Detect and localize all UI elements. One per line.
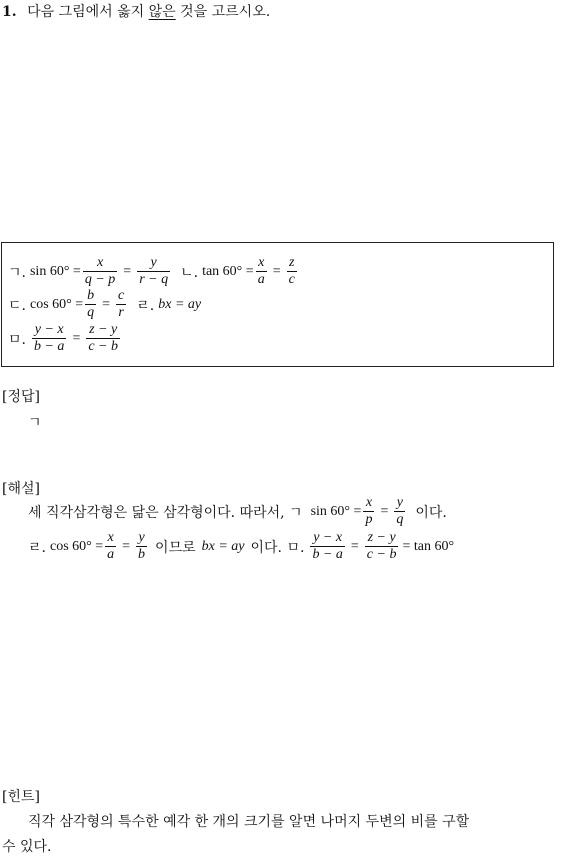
hint-line-1: 직각 삼각형의 특수한 예각 한 개의 크기를 알면 나머지 두변의 비를 구할	[28, 814, 470, 830]
fraction-y-minus-x-over-b-minus-a: $\frac{y - x}{b - a}$	[33, 322, 65, 354]
explanation-fraction-z-minus-y-over-c-minus-b: $\frac{z - y}{c - b}$	[366, 530, 397, 562]
choice-label-giyeok: ㄱ.	[8, 264, 26, 281]
explanation-fraction-y-over-b: $\frac{y}{b}$	[138, 530, 146, 562]
explanation-fraction-y-minus-x-over-b-minus-a: $\frac{y - x}{b - a}$	[312, 530, 343, 562]
question-text-after: 것을 고르시오.	[180, 4, 271, 20]
explanation-line-2: ㄹ. cos 60° = $\frac{x}{a}$ = $\frac{y}{b}$ 이므로 bx = ay 이다. ㅁ. $\frac{y - x}{b - a}$ = $\frac{z - y}{c - b}$ = tan 60°	[28, 530, 455, 562]
bx-equals-ay: bx = ay	[158, 296, 202, 312]
answer-value: ㄱ	[28, 415, 42, 431]
hint-header: [힌트]	[2, 789, 40, 805]
explanation-header: [해설]	[2, 481, 40, 497]
explanation-bx-equals-ay: bx = ay	[201, 538, 245, 554]
tan60-text: tan 60° =	[202, 263, 254, 279]
explanation-line1-text: 세 직각삼각형은 닮은 삼각형이다. 따라서, ㄱ	[28, 504, 303, 521]
explanation-fraction-x-over-p: $\frac{x}{p}$	[365, 495, 373, 527]
question-text-before: 다음 그림에서 옳지	[27, 4, 145, 20]
choice-label-nieun: ㄴ.	[180, 264, 199, 281]
choices-box	[1, 242, 554, 367]
explanation-line2-mid: 이므로	[155, 539, 196, 556]
explanation-sin60: sin 60° =	[310, 503, 362, 519]
fraction-z-over-c: $\frac{z}{c}$	[288, 255, 295, 287]
explanation-cos60: cos 60° =	[49, 538, 104, 554]
fraction-b-over-q: $\frac{b}{q}$	[87, 288, 95, 320]
choice-row-2: ㄷ. cos 60° = $\frac{b}{q}$ = $\frac{c}{r}$ ㄹ. bx = ay	[8, 288, 202, 320]
explanation-line1-tail: 이다.	[415, 504, 447, 521]
hint-line-2: 수 있다.	[2, 839, 52, 855]
choice-label-rieul: ㄹ.	[136, 297, 155, 314]
explanation-fraction-y-over-q: $\frac{y}{q}$	[396, 495, 404, 527]
question-underlined: 않은	[148, 4, 176, 20]
choice-label-mieum: ㅁ.	[8, 331, 26, 348]
explanation-label-rieul: ㄹ.	[28, 539, 46, 556]
explanation-tan60-end: = tan 60°	[402, 538, 455, 554]
fraction-x-over-q-minus-p: $\frac{x}{q - p}$	[84, 255, 116, 287]
question-number: 1.	[2, 4, 17, 20]
choice-row-3: ㅁ. $\frac{y - x}{b - a}$ = $\frac{z - y}{c - b}$	[8, 322, 119, 354]
explanation-line-1: 세 직각삼각형은 닮은 삼각형이다. 따라서, ㄱ sin 60° = $\frac{x}{p}$ = $\frac{y}{q}$ 이다.	[28, 495, 447, 527]
sin60-text: sin 60° =	[29, 263, 81, 279]
choice-label-digeut: ㄷ.	[8, 297, 26, 314]
fraction-x-over-a: $\frac{x}{a}$	[257, 255, 265, 287]
fraction-y-over-r-minus-q: $\frac{y}{r - q}$	[139, 255, 169, 287]
question-line	[2, 1, 270, 21]
answer-header: [정답]	[2, 389, 40, 405]
explanation-fraction-x-over-a: $\frac{x}{a}$	[107, 530, 115, 562]
choice-row-1: ㄱ. sin 60° = $\frac{x}{q - p}$ = $\frac{y}{r - q}$ ㄴ. tan 60° = $\frac{x}{a}$ = $\frac{z}{c}$	[8, 255, 295, 287]
cos60-text: cos 60° =	[29, 296, 84, 312]
explanation-line2-tail: 이다. ㅁ.	[250, 539, 305, 556]
fraction-z-minus-y-over-c-minus-b: $\frac{z - y}{c - b}$	[88, 322, 119, 354]
fraction-c-over-r: $\frac{c}{r}$	[118, 288, 125, 320]
